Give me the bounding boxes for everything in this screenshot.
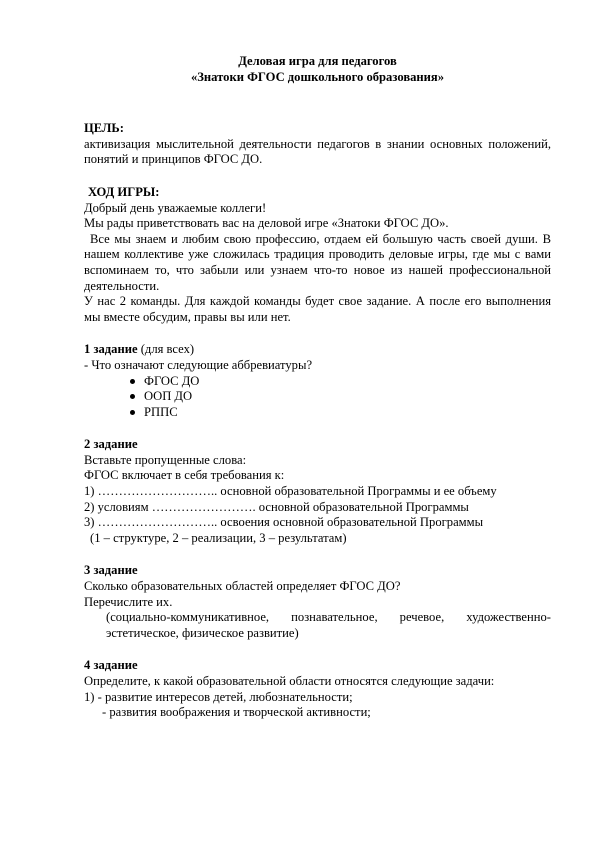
task1-question: - Что означают следующие аббревиатуры? (84, 357, 313, 372)
task2-instruction: Вставьте пропущенные слова: (84, 452, 247, 467)
task4-heading: 4 задание (84, 658, 138, 673)
goal-text: активизация мыслительной деятельности педагогов в знании основных положений, понятий и принципов ФГОС ДО. (84, 136, 551, 167)
greeting-text: Добрый день уважаемые коллеги! (84, 200, 267, 215)
title-line-1: Деловая игра для педагогов (238, 54, 397, 68)
welcome-text: Мы рады приветствовать вас на деловой игре «Знатоки ФГОС ДО». (84, 216, 449, 231)
list-item: ФГОС ДО (84, 374, 551, 390)
task3-answer: (социально-коммуникативное, познавательное, речевое, художественно-эстетическое, физическое развитие) (106, 610, 551, 640)
task1-heading: 1 задание (84, 342, 138, 357)
list-item: ООП ДО (84, 389, 551, 405)
document-page (84, 54, 551, 721)
task2-line-3: 3) ……………………….. освоения основной образовательной Программы (84, 515, 484, 530)
task3-question: Сколько образовательных областей определяет ФГОС ДО? (84, 579, 401, 594)
task4-question: Определите, к какой образовательной области относятся следующие задачи: (84, 674, 495, 688)
task3-instruction: Перечислите их. (84, 594, 173, 609)
task2-line-1: 1) ……………………….. основной образовательной Программы и ее объему (84, 484, 497, 499)
teams-paragraph: У нас 2 команды. Для каждой команды будет свое задание. А после его выполнения мы вместе обсудим, правы вы или нет. (84, 294, 551, 324)
task2-heading: 2 задание (84, 437, 138, 452)
task1-heading-line (84, 342, 551, 358)
goal-heading: ЦЕЛЬ: (84, 121, 124, 136)
abbreviation-list (84, 374, 551, 421)
task2-lead: ФГОС включает в себя требования к: (84, 468, 285, 483)
task2-line-2: 2) условиям ……………………. основной образовательной Программы (84, 499, 469, 514)
title-line-2: «Знатоки ФГОС дошкольного образования» (190, 69, 445, 84)
task4-line-2: - развития воображения и творческой активности; (102, 705, 371, 720)
task2-answer: (1 – структуре, 2 – реализации, 3 – результатам) (90, 530, 347, 545)
task4-line-1: 1) - развитие интересов детей, любознательности; (84, 689, 353, 704)
task1-heading-note: (для всех) (137, 342, 195, 357)
list-item: РППС (84, 405, 551, 421)
intro-paragraph: Все мы знаем и любим свою профессию, отдаем ей большую часть своей души. В нашем коллективе уже сложилась традиция проводить деловые игры, где мы с вами вспоминаем то, что забыли или узнаем что-то новое из нашей профессиональной деятельности. (84, 231, 551, 293)
course-heading: ХОД ИГРЫ: (88, 184, 160, 199)
task3-heading: 3 задание (84, 563, 138, 578)
